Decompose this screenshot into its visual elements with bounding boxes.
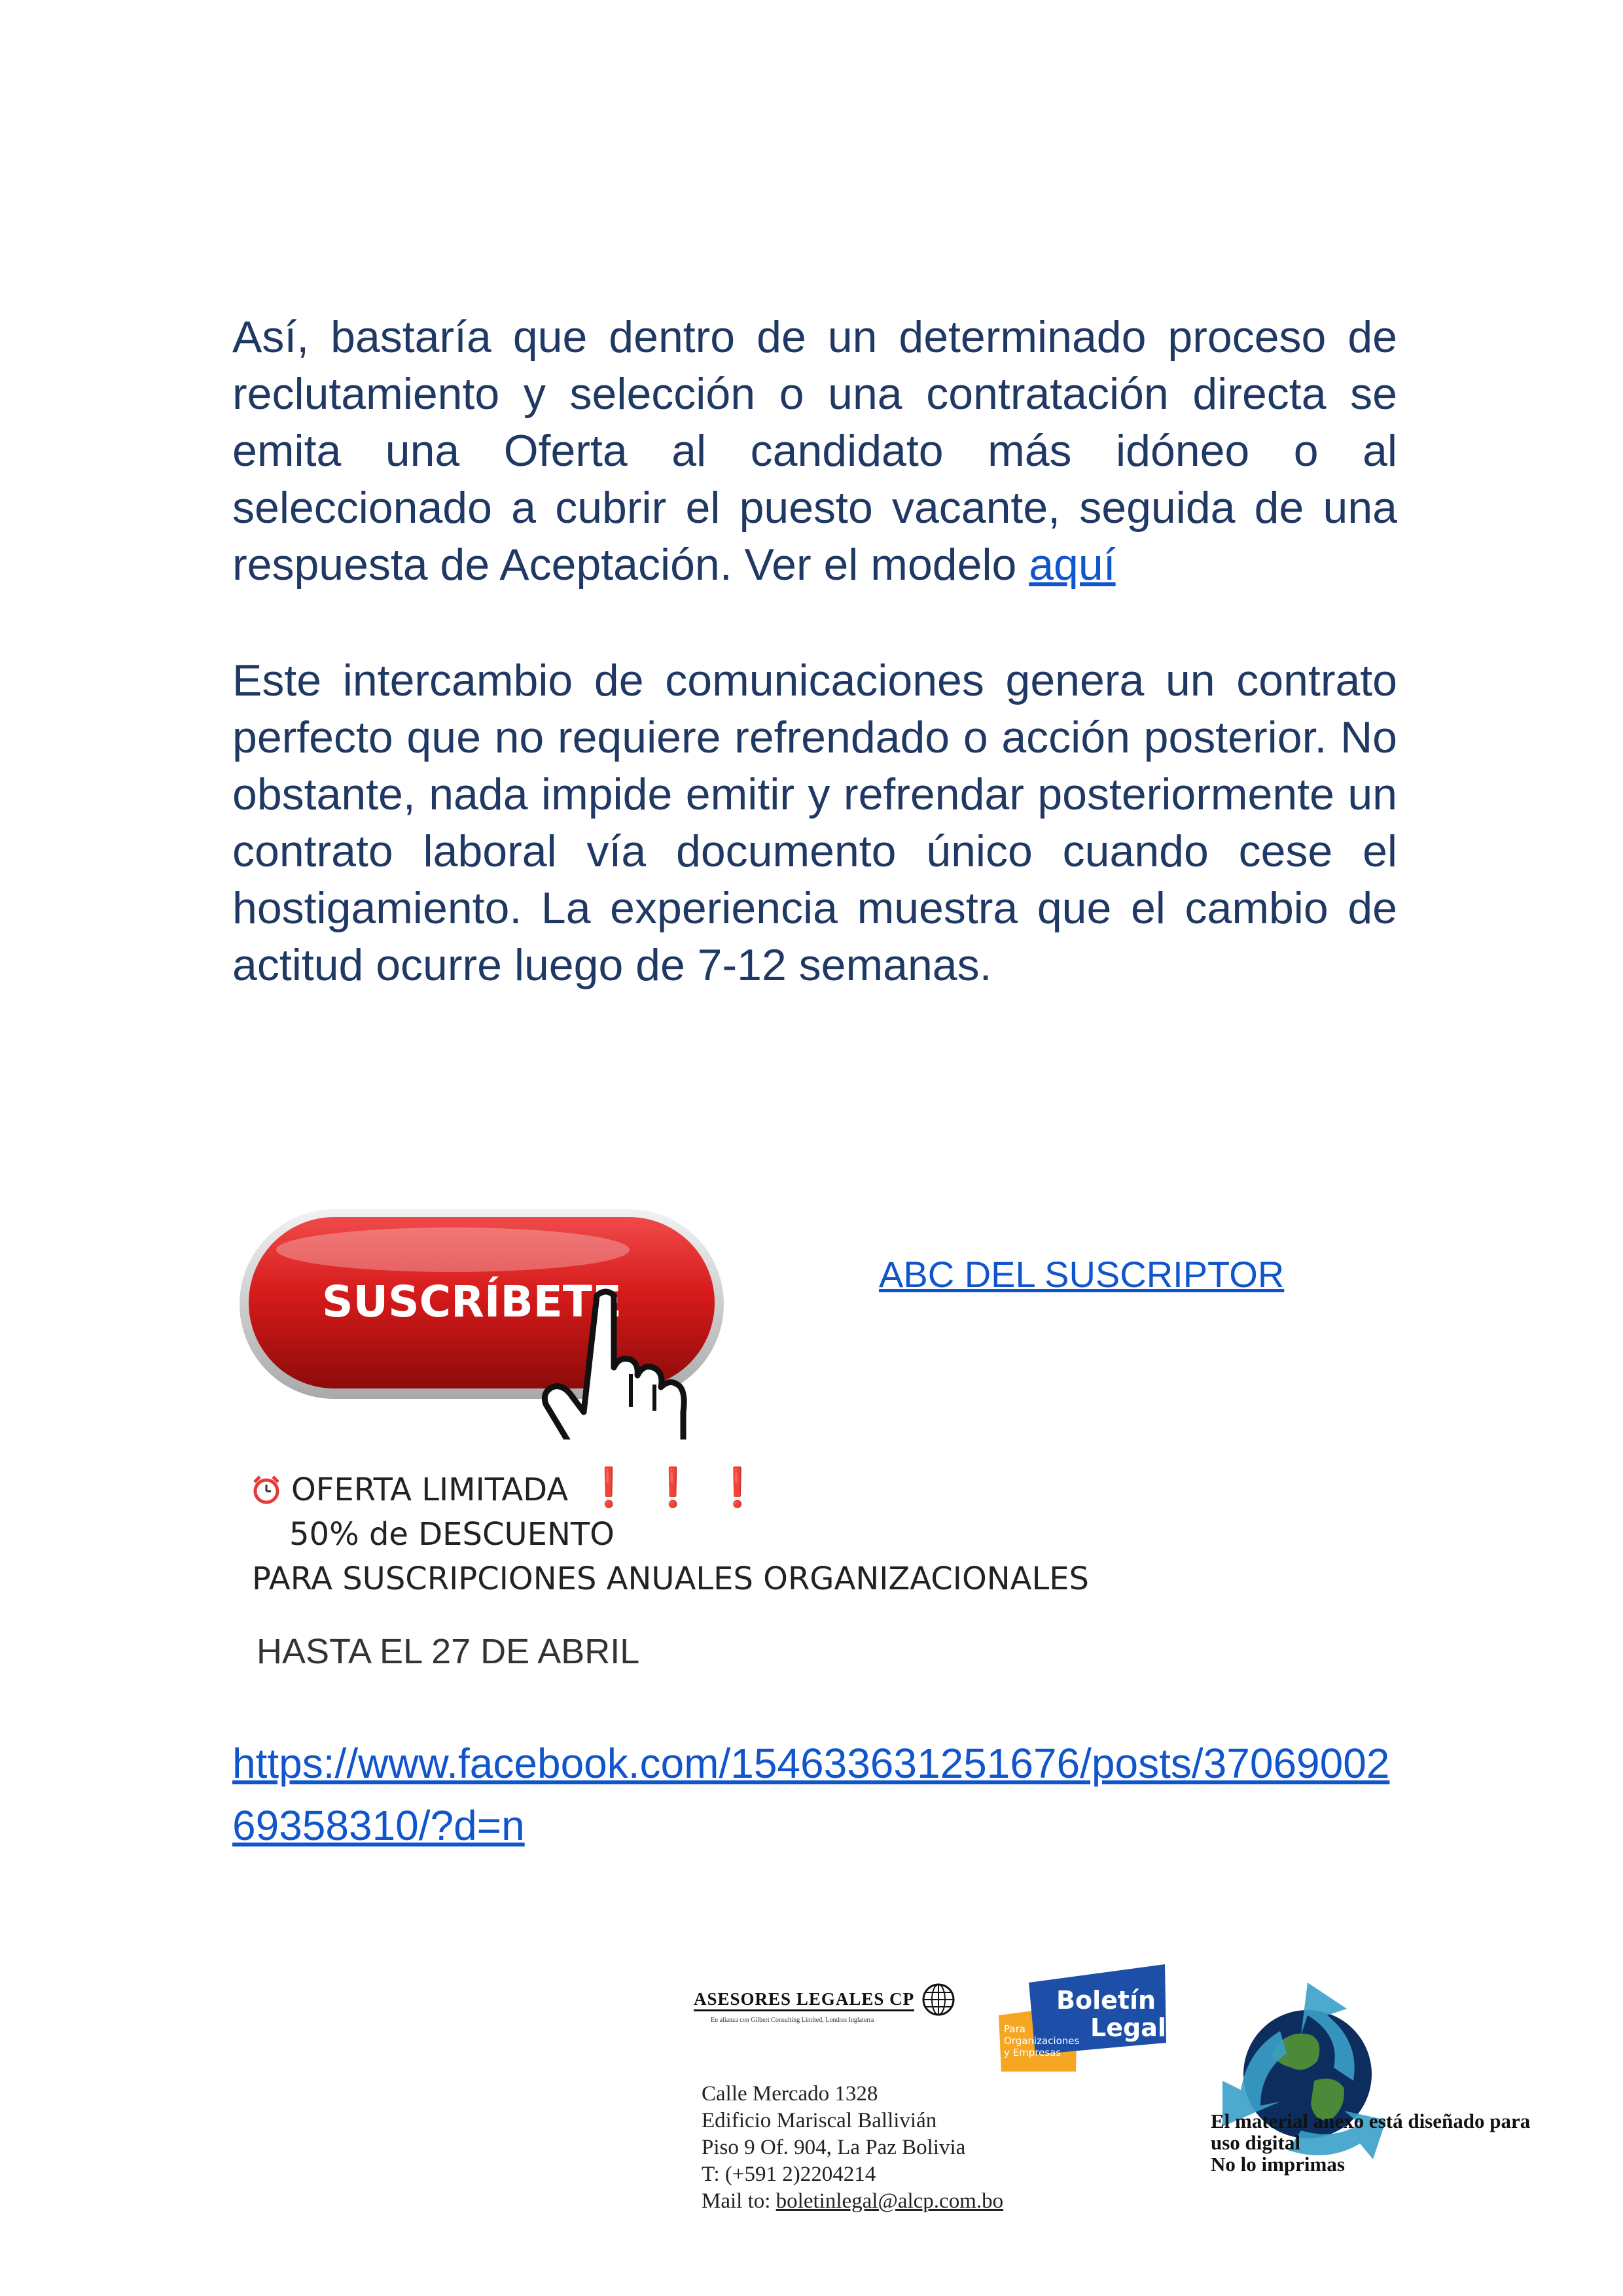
- address-line: Edificio Mariscal Ballivián: [702, 2109, 937, 2132]
- promo-line-discount: 50% de DESCUENTO: [289, 1516, 615, 1553]
- boletin-sub-3: y Empresas: [1004, 2047, 1061, 2058]
- exclamation-icon: ❗: [585, 1465, 633, 1510]
- mail-prefix: Mail to:: [702, 2189, 776, 2213]
- boletin-legal-logo: [999, 1964, 1169, 2072]
- paragraph-contract: Este intercambio de comunicaciones genera un contrato perfecto que no requiere refrendado o acción posterior. No obstante, nada impide emitir y refrendar posteriormente un contrato laboral vía documento único cuando cese el hostigamiento. La experiencia muestra que el cambio de actitud ocurre luego de 7-12 semanas.: [232, 656, 1397, 990]
- asesores-tagline: En alianza con Gilbert Consulting Limited, Londres Inglaterra: [711, 2017, 874, 2024]
- exclamation-icon: ❗: [713, 1465, 761, 1510]
- boletin-word: Boletín: [1056, 1986, 1156, 2015]
- mail-link[interactable]: boletinlegal@alcp.com.bo: [776, 2189, 1004, 2213]
- promo-line-annual: PARA SUSCRIPCIONES ANUALES ORGANIZACIONALES: [252, 1561, 1090, 1597]
- boletin-sub-1: Para: [1004, 2023, 1026, 2035]
- subscribe-label: SUSCRÍBETE: [322, 1277, 622, 1327]
- legal-word: Legal: [1090, 2013, 1166, 2042]
- promo-line-limited: [252, 1465, 761, 1510]
- facebook-post-link[interactable]: https://www.facebook.com/154633631251676/posts/3706900269358310/?d=n: [232, 1740, 1390, 1849]
- asesores-legales-logo: [694, 1983, 929, 2022]
- digital-note-line: No lo imprimas: [1211, 2153, 1345, 2176]
- alarm-clock-icon: [252, 1475, 281, 1504]
- paragraph-offer-text: Así, bastaría que dentro de un determinado proceso de reclutamiento y selección o una contratación directa se emita una Oferta al candidato más idóneo o al seleccionado a cubrir el puesto vacante, seguida de una respuesta de Aceptación. Ver el modelo: [232, 312, 1397, 590]
- promo-line1: OFERTA LIMITADA: [291, 1472, 569, 1508]
- asesores-name: ASESORES LEGALES CP: [694, 1989, 914, 2011]
- globe-icon: [921, 1983, 955, 2017]
- paragraph-offer: [232, 309, 1397, 593]
- promo-offer: [252, 1465, 1181, 1610]
- exclamation-icon: ❗: [649, 1465, 697, 1510]
- digital-note-line: uso digital: [1211, 2131, 1300, 2154]
- abc-subscriber-link[interactable]: ABC DEL SUSCRIPTOR: [879, 1254, 1285, 1295]
- offer-deadline: HASTA EL 27 DE ABRIL: [257, 1632, 640, 1671]
- digital-note-line: El material anexo está diseñado para: [1211, 2110, 1531, 2132]
- phone-line: T: (+591 2)2204214: [702, 2163, 876, 2186]
- address-line: Calle Mercado 1328: [702, 2082, 878, 2106]
- model-link[interactable]: aquí: [1029, 540, 1116, 590]
- address-line: Piso 9 Of. 904, La Paz Bolivia: [702, 2136, 966, 2159]
- address-block: [702, 2081, 1003, 2215]
- mail-line: [702, 2188, 1003, 2215]
- digital-use-note: [1211, 2110, 1577, 2175]
- boletin-sub-2: Organizaciones: [1004, 2035, 1080, 2047]
- subscribe-button[interactable]: [237, 1204, 734, 1439]
